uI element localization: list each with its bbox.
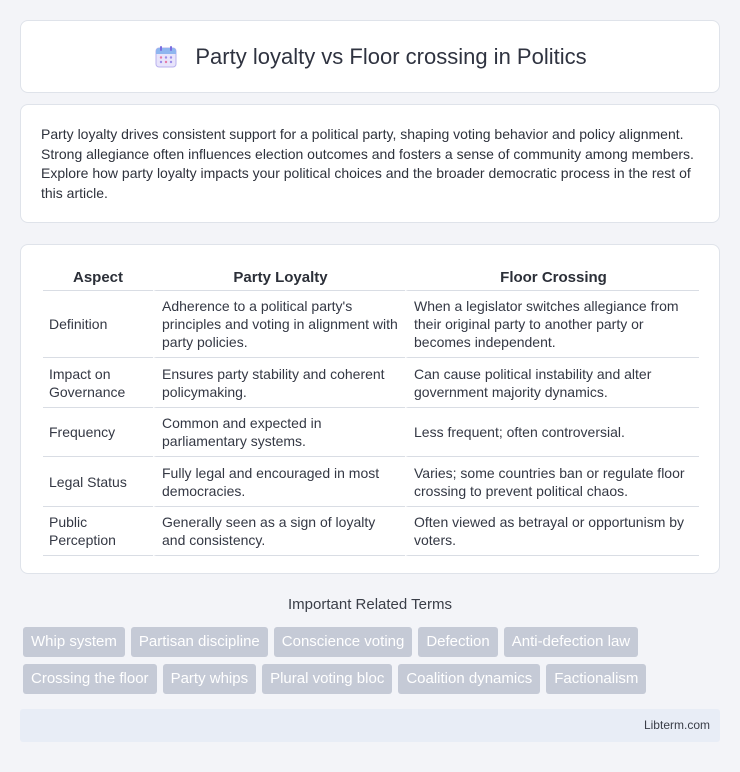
intro-card [20,104,720,223]
related-term-tag[interactable]: Party whips [163,664,257,694]
title-card [20,20,720,93]
related-term-tag[interactable]: Defection [418,627,497,657]
aspect-cell: Definition [43,291,153,358]
floor-crossing-cell: Often viewed as betrayal or opportunism by voters. [405,507,699,556]
comparison-table [43,263,699,556]
party-loyalty-cell: Ensures party stability and coherent policymaking. [153,358,405,408]
footer [20,709,720,742]
related-terms-list [23,627,723,701]
calendar-icon [153,44,179,70]
aspect-cell: Frequency [43,408,153,457]
intro-text: Party loyalty drives consistent support for a political party, shaping voting behavior and policy alignment. Strong allegiance often influences election outcomes and fosters a sense of community among members. Explore how party loyalty impacts your political choices and the broader democratic process in the rest of this article. [41,126,694,201]
party-loyalty-cell: Common and expected in parliamentary systems. [153,408,405,457]
floor-crossing-cell: Can cause political instability and alter government majority dynamics. [405,358,699,408]
related-term-tag[interactable]: Whip system [23,627,125,657]
header-aspect: Aspect [43,263,153,291]
aspect-cell: Public Perception [43,507,153,556]
table-row [43,358,699,408]
related-term-tag[interactable]: Partisan discipline [131,627,268,657]
header-floor-crossing: Floor Crossing [405,263,699,291]
floor-crossing-cell: Varies; some countries ban or regulate floor crossing to prevent political chaos. [405,457,699,507]
table-row [43,408,699,457]
header-party-loyalty: Party Loyalty [153,263,405,291]
table-header-row [43,263,699,291]
related-terms-title: Important Related Terms [288,596,452,613]
party-loyalty-cell: Adherence to a political party's principles and voting in alignment with party policies. [153,291,405,358]
aspect-cell: Impact on Governance [43,358,153,408]
party-loyalty-cell: Fully legal and encouraged in most democracies. [153,457,405,507]
comparison-card [20,244,720,574]
related-term-tag[interactable]: Coalition dynamics [398,664,540,694]
related-term-tag[interactable]: Conscience voting [274,627,413,657]
table-row [43,291,699,358]
related-term-tag[interactable]: Factionalism [546,664,646,694]
party-loyalty-cell: Generally seen as a sign of loyalty and consistency. [153,507,405,556]
footer-site-link[interactable]: Libterm.com [643,718,710,732]
related-term-tag[interactable]: Plural voting bloc [262,664,392,694]
related-term-tag[interactable]: Crossing the floor [23,664,157,694]
floor-crossing-cell: Less frequent; often controversial. [405,408,699,457]
table-row [43,507,699,556]
floor-crossing-cell: When a legislator switches allegiance from their original party to another party or becomes independent. [405,291,699,358]
related-term-tag[interactable]: Anti-defection law [504,627,638,657]
page-title: Party loyalty vs Floor crossing in Politics [195,43,587,69]
aspect-cell: Legal Status [43,457,153,507]
table-row [43,457,699,507]
